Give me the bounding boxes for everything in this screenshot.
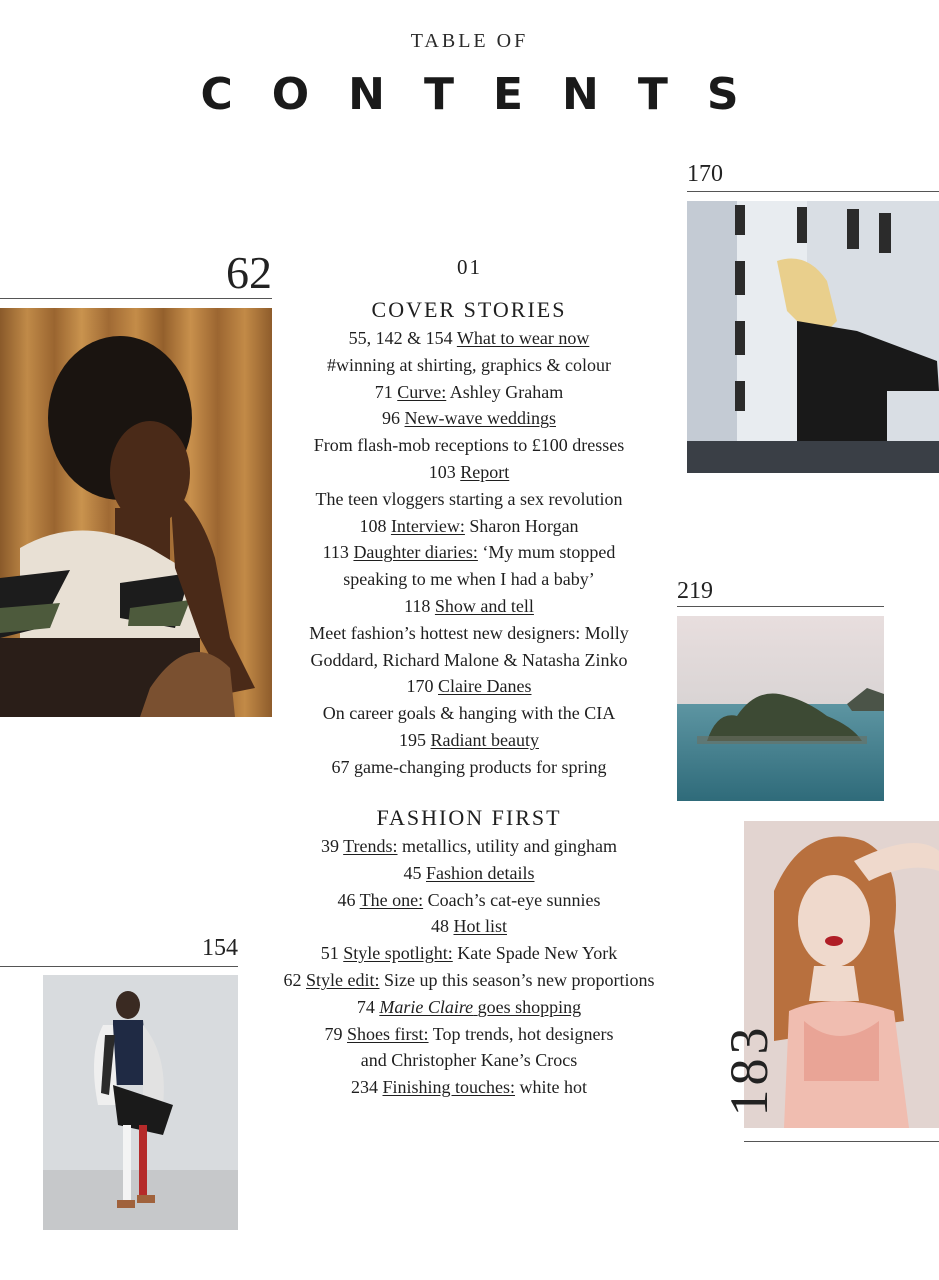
toc-entry	[270, 539, 668, 566]
toc-page-number: 113	[322, 542, 349, 563]
toc-entry	[270, 432, 668, 459]
section-title: FASHION FIRST	[376, 805, 562, 830]
toc-link[interactable]	[306, 970, 380, 990]
divider	[744, 1141, 939, 1142]
toc-link[interactable]	[343, 836, 397, 856]
toc-link-text: The one:	[359, 889, 424, 910]
toc-page-number: 55, 142 & 154	[348, 328, 453, 348]
page-number-62: 62	[226, 247, 272, 298]
toc-page-number: 46	[337, 889, 356, 910]
toc-description: ‘My mum stopped	[482, 542, 616, 563]
toc-link-text: Claire Danes	[438, 676, 532, 697]
toc-link-text: Style spotlight:	[343, 943, 453, 964]
toc-entry	[270, 379, 668, 406]
toc-link-text: Radiant beauty	[430, 729, 539, 750]
toc-entry	[270, 673, 668, 700]
page-number-154: 154	[202, 935, 238, 961]
toc-entry	[270, 1074, 668, 1101]
toc-page-number: 234	[350, 1077, 378, 1098]
toc-link-text: Trends:	[343, 836, 398, 856]
toc-entry	[270, 593, 668, 620]
toc-entry	[270, 459, 668, 486]
toc-entry	[270, 727, 668, 754]
toc-link-text: Finishing touches:	[382, 1077, 515, 1098]
toc-description: 67 game-changing products for spring	[331, 756, 607, 777]
fashion-photo[interactable]	[43, 975, 238, 1230]
toc-link[interactable]	[431, 730, 539, 750]
toc-page-number: 71	[374, 381, 393, 402]
page-number-183-text: 183	[719, 1023, 779, 1117]
balcony-photo[interactable]	[687, 201, 939, 473]
toc-page-number: 96	[382, 408, 401, 429]
toc-link-text: Hot list	[453, 916, 507, 937]
toc-link[interactable]	[379, 997, 581, 1017]
divider	[0, 298, 272, 299]
toc-link-text: What to wear now	[456, 328, 590, 348]
toc-link-text: goes shopping	[477, 996, 582, 1017]
toc-description: From flash-mob receptions to £100 dresses	[313, 435, 625, 456]
page-number-183	[717, 1020, 781, 1120]
toc-entry	[270, 754, 668, 781]
toc-description: Size up this season’s new proportions	[384, 969, 655, 990]
toc-page-number: 79	[324, 1023, 343, 1044]
toc-description: Kate Spade New York	[457, 943, 618, 964]
toc-link[interactable]	[460, 462, 509, 482]
issue-number: 01	[457, 255, 482, 279]
toc-link-text: Curve:	[397, 381, 447, 402]
toc-description: Sharon Horgan	[469, 515, 579, 536]
page-number-170: 170	[687, 161, 723, 187]
toc-link[interactable]	[353, 542, 477, 562]
toc-page-number: 170	[406, 676, 434, 697]
toc-page-number: 74	[356, 996, 375, 1017]
toc-description: #winning at shirting, graphics & colour	[327, 354, 611, 375]
toc-description: Top trends, hot designers	[432, 1023, 614, 1044]
toc-link-text: Style edit:	[306, 969, 380, 990]
toc-entry	[270, 405, 668, 432]
toc-link[interactable]	[438, 676, 531, 696]
toc-page-number: 45	[403, 862, 422, 883]
toc-link[interactable]	[453, 916, 507, 936]
toc-description: Meet fashion’s hottest new designers: Molly	[309, 622, 629, 643]
toc-description: and Christopher Kane’s Crocs	[360, 1050, 578, 1071]
toc-link-italic: Marie Claire	[379, 996, 474, 1017]
divider	[0, 966, 238, 967]
toc-entry	[270, 620, 668, 647]
toc-description: On career goals & hanging with the CIA	[322, 703, 616, 724]
toc-link[interactable]	[343, 943, 453, 963]
toc-link-text: Show and tell	[434, 595, 534, 616]
section-title: COVER STORIES	[371, 297, 567, 322]
toc-entry	[270, 913, 668, 940]
toc-page-number: 62	[283, 969, 302, 990]
toc-entry	[270, 994, 668, 1021]
toc-link-text: Shoes first:	[347, 1023, 429, 1044]
toc-link[interactable]	[457, 328, 589, 348]
toc-page-number: 118	[404, 595, 431, 616]
toc-description: metallics, utility and gingham	[402, 836, 617, 856]
fashion-first-section	[270, 803, 668, 1101]
toc-description: Ashley Graham	[449, 381, 564, 402]
toc-entry	[270, 967, 668, 994]
page-number-219: 219	[677, 578, 713, 604]
toc-link-text: Fashion details	[426, 862, 535, 883]
toc-entry	[270, 352, 668, 379]
toc-entry	[270, 833, 668, 860]
toc-link[interactable]	[360, 890, 423, 910]
toc-link[interactable]	[426, 863, 535, 883]
toc-link-text: New-wave weddings	[404, 408, 556, 429]
toc-link-text: Report	[460, 461, 510, 482]
toc-description: speaking to me when I had a baby’	[343, 569, 595, 590]
cover-stories-section	[270, 295, 668, 781]
table-of-label: TABLE OF	[410, 30, 529, 52]
toc-description: The teen vloggers starting a sex revolution	[315, 488, 623, 509]
toc-description: Goddard, Richard Malone & Natasha Zinko	[310, 649, 628, 670]
toc-page-number: 51	[320, 943, 339, 964]
divider	[687, 191, 939, 192]
toc-entry	[270, 647, 668, 674]
island-photo[interactable]	[677, 616, 884, 801]
toc-page-number: 103	[428, 461, 456, 482]
toc-entry	[270, 513, 668, 540]
toc-description: Coach’s cat-eye sunnies	[427, 889, 601, 910]
toc-link[interactable]	[382, 1077, 515, 1097]
toc-entry	[270, 700, 668, 727]
contents-title: CONTENTS	[200, 69, 778, 120]
toc-link[interactable]	[435, 596, 534, 616]
divider	[677, 606, 884, 607]
toc-entry	[270, 887, 668, 914]
toc-page-number: 39	[320, 836, 339, 856]
toc-entry	[270, 860, 668, 887]
toc-entry	[270, 566, 668, 593]
toc-link[interactable]	[397, 382, 446, 402]
toc-description: white hot	[519, 1077, 587, 1098]
toc-page-number: 195	[399, 729, 427, 750]
portrait-photo[interactable]	[0, 308, 272, 717]
toc-entry	[270, 486, 668, 513]
toc-entry	[270, 1021, 668, 1048]
toc-link[interactable]	[405, 408, 556, 428]
toc-link[interactable]	[391, 516, 465, 536]
toc-entry	[270, 1047, 668, 1074]
toc-page-number: 108	[359, 515, 387, 536]
toc-link[interactable]	[347, 1024, 429, 1044]
toc-link-text: Interview:	[390, 515, 465, 536]
toc-entry	[270, 325, 668, 352]
toc-page-number: 48	[430, 916, 449, 937]
toc-link-text: Daughter diaries:	[353, 542, 478, 563]
toc-entry	[270, 940, 668, 967]
